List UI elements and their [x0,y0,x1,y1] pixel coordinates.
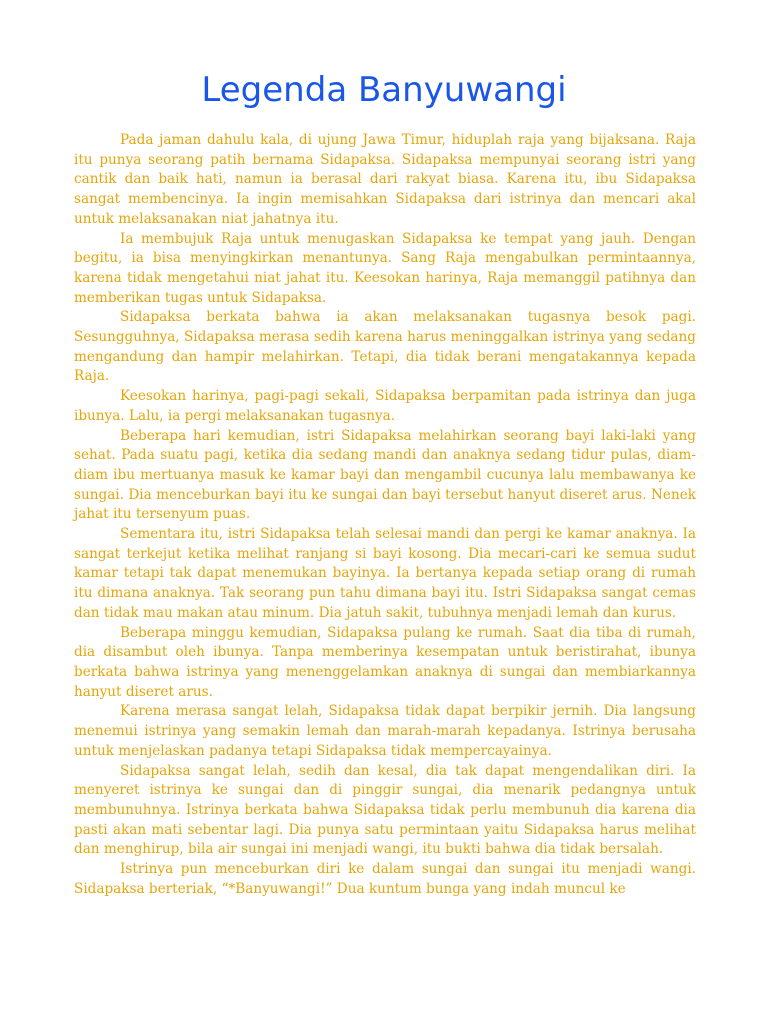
paragraph: Sidapaksa sangat lelah, sedih dan kesal, dia tak dapat mengendalikan diri. Ia menyeret istrinya ke sungai dan di pinggir sungai, dia menarik pedangnya untuk membunuhnya. Istrinya berkata bahwa Sidapaksa tidak perlu membunuh dia karena dia pasti akan mati sebentar lagi. Dia punya satu permintaan yaitu Sidapaksa harus melihat dan menghirup, bila air sungai ini menjadi wangi, itu bukti bahwa dia tidak bersalah. [74,762,696,858]
paragraph: Istrinya pun menceburkan diri ke dalam sungai dan sungai itu menjadi wangi. Sidapaksa berteriak, “*Banyuwangi!” Dua kuntum bunga yang indah muncul ke [74,861,696,897]
paragraph: Karena merasa sangat lelah, Sidapaksa tidak dapat berpikir jernih. Dia langsung menemui istrinya yang semakin lemah dan marah-marah kepadanya. Istrinya berusaha untuk menjelaskan padanya tetapi Sidapaksa tidak mempercayainya. [74,703,696,759]
paragraph: Beberapa minggu kemudian, Sidapaksa pulang ke rumah. Saat dia tiba di rumah, dia disambut oleh ibunya. Tanpa memberinya kesempatan untuk beristirahat, ibunya berkata bahwa istrinya yang menenggelamkan anaknya di sungai dan membiarkannya hanyut diseret arus. [74,624,696,700]
paragraph: Pada jaman dahulu kala, di ujung Jawa Timur, hiduplah raja yang bijaksana. Raja itu punya seorang patih bernama Sidapaksa. Sidapaksa mempunyai seorang istri yang cantik dan baik hati, namun ia berasal dari rakyat biasa. Karena itu, ibu Sidapaksa sangat membencinya. Ia ingin memisahkan Sidapaksa dari istrinya dan mencari akal untuk melaksanakan niat jahatnya itu. [74,132,696,227]
paragraph: Beberapa hari kemudian, istri Sidapaksa melahirkan seorang bayi laki-laki yang sehat. Pada suatu pagi, ketika dia sedang mandi dan anaknya sedang tidur pulas, diam-diam ibu mertuanya masuk ke kamar bayi dan mengambil cucunya lalu membawanya ke sungai. Dia menceburkan bayi itu ke sungai dan bayi tersebut hanyut diseret arus. Nenek jahat itu tersenyum puas. [74,427,696,523]
paragraph: Keesokan harinya, pagi-pagi sekali, Sidapaksa berpamitan pada istrinya dan juga ibunya. Lalu, ia pergi melaksanakan tugasnya. [74,388,696,424]
paragraph: Sementara itu, istri Sidapaksa telah selesai mandi dan pergi ke kamar anaknya. Ia sangat terkejut ketika melihat ranjang si bayi kosong. Dia mecari-cari ke semua sudut kamar tetapi tak dapat menemukan bayinya. Ia bertanya kepada setiap orang di rumah itu dimana anaknya. Tak seorang pun tahu dimana bayi itu. Istri Sidapaksa sangat cemas dan tidak mau makan atau minum. Dia jatuh sakit, tubuhnya menjadi lemah dan kurus. [74,526,696,621]
paragraph: Ia membujuk Raja untuk menugaskan Sidapaksa ke tempat yang jauh. Dengan begitu, ia bisa menyingkirkan menantunya. Sang Raja mengabulkan permintaannya, karena tidak mengetahui niat jahat itu. Keesokan harinya, Raja memanggil patihnya dan memberikan tugas untuk Sidapaksa. [74,230,696,306]
document-title: Legenda Banyuwangi [201,70,567,110]
document-body [74,131,696,899]
paragraph: Sidapaksa berkata bahwa ia akan melaksanakan tugasnya besok pagi. Sesungguhnya, Sidapaksa merasa sedih karena harus meninggalkan istrinya yang sedang mengandung dan hampir melahirkan. Tetapi, dia tidak berani mengatakannya kepada Raja. [74,309,696,385]
